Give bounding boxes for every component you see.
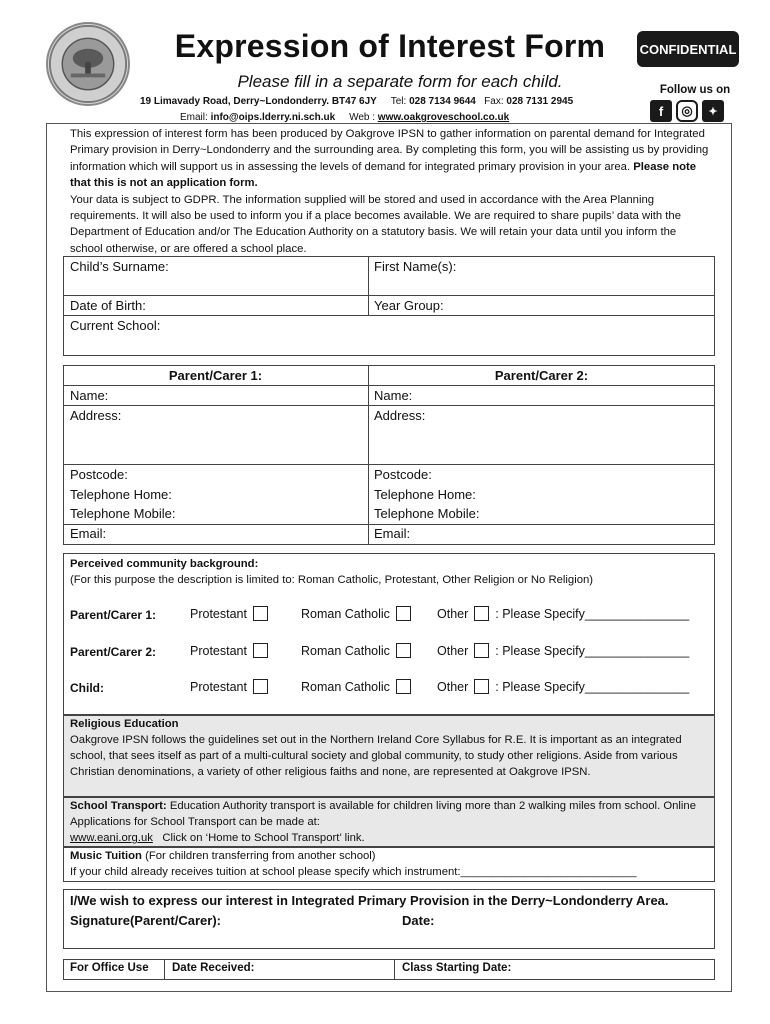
parent-1-address-field[interactable]: Address: xyxy=(70,408,122,423)
fax-label: Fax: xyxy=(484,96,504,107)
child-catholic-option[interactable] xyxy=(301,679,411,694)
child-first-names-field[interactable]: First Name(s): xyxy=(374,259,457,274)
school-transport-text xyxy=(70,798,710,846)
form-title: Expression of Interest Form xyxy=(174,28,606,64)
please-specify-field[interactable]: : Please Specify_______________ xyxy=(495,606,690,621)
roman-catholic-label: Roman Catholic xyxy=(301,606,390,621)
intro-paragraph-1: This expression of interest form has been produced by Oakgrove IPSN to gather information on parental demand for Integrated Primary provision in Derry~Londonderry and the surrounding area. By completing this form, you will be assisting us by providing information which will support us in assessing the levels of demand for integrated primary provision in your area. xyxy=(70,128,709,173)
school-contact-line xyxy=(180,112,640,123)
parent-2-postcode-field[interactable]: Postcode: xyxy=(374,467,432,482)
parent-2-email-field[interactable]: Email: xyxy=(374,526,411,541)
social-icons xyxy=(650,100,724,122)
community-heading: Perceived community background: xyxy=(70,558,259,570)
parent-1-name-field[interactable]: Name: xyxy=(70,388,109,403)
roman-catholic-label: Roman Catholic xyxy=(301,643,390,658)
school-tel: 028 7134 9644 xyxy=(409,96,476,107)
child-protestant-option[interactable] xyxy=(190,679,268,694)
checkbox[interactable] xyxy=(253,606,268,621)
email-label: Email: xyxy=(180,112,208,123)
protestant-label: Protestant xyxy=(190,606,247,621)
community-row-parent-2: Parent/Carer 2: xyxy=(70,645,157,659)
community-note: (For this purpose the description is limited to: Roman Catholic, Protestant, Other Religion or No Religion) xyxy=(70,574,594,586)
parent-1-tel-mobile-field[interactable]: Telephone Mobile: xyxy=(70,506,176,521)
intro-text xyxy=(70,126,710,257)
school-logo xyxy=(46,22,130,106)
religious-education-heading: Religious Education xyxy=(70,718,179,730)
parent-2-other-option[interactable] xyxy=(437,643,689,658)
other-label: Other xyxy=(437,643,469,658)
parent-1-protestant-option[interactable] xyxy=(190,606,268,621)
music-tuition-text xyxy=(70,848,710,880)
current-school-field[interactable]: Current School: xyxy=(70,318,161,333)
eani-link-instruction: Click on ‘Home to School Transport’ link. xyxy=(162,832,365,844)
signature-field[interactable]: Signature(Parent/Carer): xyxy=(70,913,221,928)
protestant-label: Protestant xyxy=(190,643,247,658)
parent-1-catholic-option[interactable] xyxy=(301,606,411,621)
parent-2-address-field[interactable]: Address: xyxy=(374,408,426,423)
parent-2-protestant-option[interactable] xyxy=(190,643,268,658)
school-transport-body: Education Authority transport is available for children living more than 2 walking miles from school. Online Applications for School Transport can be made at: xyxy=(70,800,697,828)
school-fax: 028 7131 2945 xyxy=(506,96,574,107)
date-received-field[interactable]: Date Received: xyxy=(172,962,255,974)
please-specify-field[interactable]: : Please Specify_______________ xyxy=(495,679,690,694)
school-email[interactable]: info@oips.lderry.ni.sch.uk xyxy=(210,112,336,123)
year-group-field[interactable]: Year Group: xyxy=(374,298,444,313)
checkbox[interactable] xyxy=(474,679,489,694)
web-label: Web : xyxy=(349,112,376,123)
parent-2-catholic-option[interactable] xyxy=(301,643,411,658)
music-tuition-heading: Music Tuition xyxy=(70,850,142,862)
roman-catholic-label: Roman Catholic xyxy=(301,679,390,694)
community-row-parent-1: Parent/Carer 1: xyxy=(70,608,157,622)
checkbox[interactable] xyxy=(474,606,489,621)
school-address: 19 Limavady Road, Derry~Londonderry. BT47 6JY xyxy=(140,96,377,107)
tel-label: Tel: xyxy=(390,96,407,107)
other-label: Other xyxy=(437,606,469,621)
school-website-link[interactable]: www.oakgroveschool.co.uk xyxy=(377,112,510,123)
other-label: Other xyxy=(437,679,469,694)
checkbox[interactable] xyxy=(474,643,489,658)
parent-1-email-field[interactable]: Email: xyxy=(70,526,107,541)
checkbox[interactable] xyxy=(253,679,268,694)
protestant-label: Protestant xyxy=(190,679,247,694)
child-surname-field[interactable]: Child’s Surname: xyxy=(70,259,169,274)
declaration-statement: I/We wish to express our interest in Integrated Primary Provision in the Derry~Londonderry Area. xyxy=(70,893,669,908)
parent-1-postcode-field[interactable]: Postcode: xyxy=(70,467,128,482)
parent-1-tel-home-field[interactable]: Telephone Home: xyxy=(70,487,172,502)
parent-2-name-field[interactable]: Name: xyxy=(374,388,413,403)
office-use-label: For Office Use xyxy=(70,962,149,974)
checkbox[interactable] xyxy=(253,643,268,658)
form-subtitle: Please fill in a separate form for each child. xyxy=(237,72,563,91)
class-starting-date-field[interactable]: Class Starting Date: xyxy=(402,962,512,974)
parent-1-other-option[interactable] xyxy=(437,606,689,621)
confidential-badge: CONFIDENTIAL xyxy=(637,31,739,67)
twitter-icon[interactable]: ✦ xyxy=(702,100,724,122)
follow-us-label: Follow us on xyxy=(659,84,731,96)
intro-paragraph-2: Your data is subject to GDPR. The information supplied will be stored and used in accordance with the Area Planning requirements. It will also be used to inform you if a place becomes available. We are required to share pupils’ data with the Department of Education and/or The Education Authority on a statutory basis. We will retain your data until you inform the school otherwise, or are offered a school place. xyxy=(70,193,681,255)
checkbox[interactable] xyxy=(396,679,411,694)
school-transport-heading: School Transport: xyxy=(70,800,167,812)
declaration-date-field[interactable]: Date: xyxy=(402,913,435,928)
parent-2-heading: Parent/Carer 2: xyxy=(494,368,589,383)
instrument-field[interactable]: If your child already receives tuition at school please specify which instrument:____________________________ xyxy=(70,866,637,878)
parent-2-tel-home-field[interactable]: Telephone Home: xyxy=(374,487,476,502)
instagram-icon[interactable]: ◎ xyxy=(676,100,698,122)
checkbox[interactable] xyxy=(396,643,411,658)
parent-2-tel-mobile-field[interactable]: Telephone Mobile: xyxy=(374,506,480,521)
parent-1-heading: Parent/Carer 1: xyxy=(168,368,263,383)
school-address-line xyxy=(140,96,640,107)
religious-education-text: Oakgrove IPSN follows the guidelines set out in the Northern Ireland Core Syllabus for R.E. It is important as an integrated school, that sees itself as part of a multi-cultural society and global community, to study other religions. Aside from various Christian denominations, a variety of other religious faiths and none, are represented at Oakgrove IPSN. xyxy=(70,734,682,778)
child-other-option[interactable] xyxy=(437,679,689,694)
eani-link[interactable]: www.eani.org.uk xyxy=(70,832,153,844)
not-application-note: Please note that this is not an application form. xyxy=(70,160,697,190)
checkbox[interactable] xyxy=(396,606,411,621)
facebook-icon[interactable]: f xyxy=(650,100,672,122)
office-use-box xyxy=(63,959,715,980)
please-specify-field[interactable]: : Please Specify_______________ xyxy=(495,643,690,658)
community-row-child: Child: xyxy=(70,681,104,695)
date-of-birth-field[interactable]: Date of Birth: xyxy=(70,298,146,313)
music-tuition-note: (For children transferring from another school) xyxy=(145,850,376,862)
